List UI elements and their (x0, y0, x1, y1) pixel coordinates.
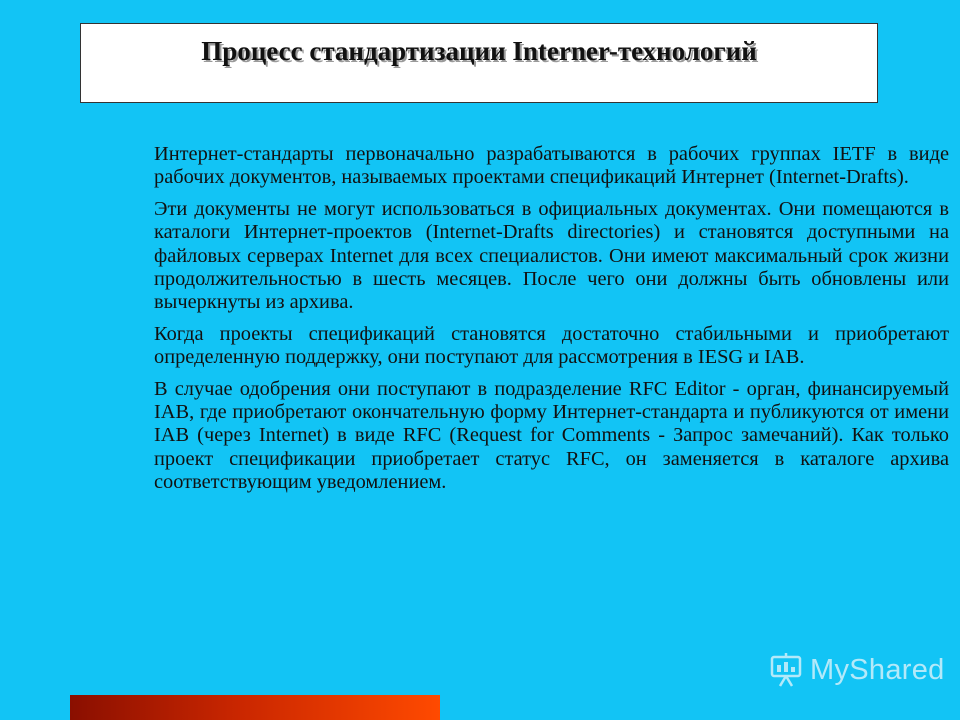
paragraph-4: В случае одобрения они поступают в подразделение RFC Editor - орган, финансируемый IAB, где приобретают окончательную форму Интернет-стандарта и публикуются от имени IAB (через Internet) в виде RFC (Request for Comments - Запрос замечаний). Как только проект спецификации приобретает статус RFC, он заменяется в каталоге архива соответствующим уведомлением. (154, 377, 949, 494)
watermark (768, 652, 945, 688)
paragraph-3: Когда проекты спецификаций становятся достаточно стабильными и приобретают определенную поддержку, они поступают для рассмотрения в IESG и IAB. (154, 322, 949, 369)
accent-bar (70, 695, 440, 720)
slide-body (154, 143, 949, 503)
paragraph-2: Эти документы не могут использоваться в официальных документах. Они помещаются в каталоги Интернет-проектов (Internet-Drafts directories) и становятся доступными на файловых серверах Internet для всех специалистов. Они имеют максимальный срок жизни продолжительностью в шесть месяцев. После чего они должны быть обновлены или вычеркнуты из архива. (154, 197, 949, 314)
presentation-board-icon (768, 652, 804, 688)
slide-title: Процесс стандартизации Interner-технологий (201, 36, 757, 66)
watermark-text: MyShared (810, 653, 945, 686)
title-box (80, 23, 878, 103)
paragraph-1: Интернет-стандарты первоначально разрабатываются в рабочих группах IETF в виде рабочих документов, называемых проектами спецификаций Интернет (Internet-Drafts). (154, 143, 949, 189)
